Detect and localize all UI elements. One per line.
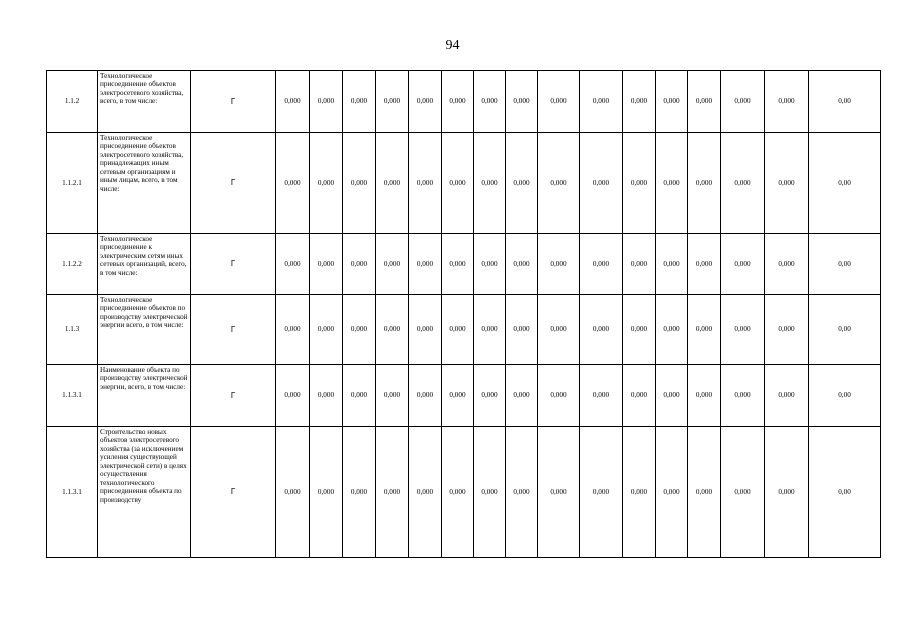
value-cell: 0,000 [376,427,409,558]
value-cell: 0,000 [580,295,623,365]
value-cell: 0,000 [276,71,310,133]
value-cell: 0,000 [276,234,310,295]
value-cell: 0,000 [580,365,623,427]
row-name: Технологическое присоединение к электрическим сетям иных сетевых организаций, всего, в том числе: [98,234,191,295]
row-code: 1.1.3.1 [47,365,98,427]
value-cell: 0,000 [765,365,809,427]
value-cell: 0,00 [809,365,881,427]
value-cell: 0,000 [538,71,580,133]
table-row [47,427,881,558]
value-cell: 0,000 [721,295,765,365]
value-cell: 0,000 [688,133,721,234]
row-code: 1.1.2.2 [47,234,98,295]
value-cell: 0,000 [343,365,376,427]
value-cell: 0,000 [688,427,721,558]
value-cell: 0,000 [688,234,721,295]
value-cell: 0,000 [721,427,765,558]
value-cell: 0,000 [656,295,688,365]
value-cell: 0,000 [442,365,474,427]
value-cell: 0,000 [376,365,409,427]
value-cell: 0,000 [474,365,506,427]
value-cell: 0,000 [474,427,506,558]
value-cell: 0,000 [310,365,343,427]
row-name: Строительство новых объектов электросетевого хозяйства (за исключением усиления существующей электрической сети) в целях осуществления технологического присоединения объекта по производству [98,427,191,558]
value-cell: 0,000 [765,295,809,365]
value-cell: 0,000 [376,71,409,133]
value-cell: 0,000 [376,133,409,234]
value-cell: 0,00 [809,71,881,133]
value-cell: 0,000 [276,295,310,365]
value-cell: 0,000 [442,71,474,133]
value-cell: 0,000 [442,234,474,295]
value-cell: 0,000 [623,234,656,295]
value-cell: 0,000 [343,295,376,365]
page-number: 94 [445,38,460,53]
value-cell: 0,000 [656,365,688,427]
value-cell: 0,000 [409,234,442,295]
value-cell: 0,000 [310,234,343,295]
value-cell: 0,000 [474,295,506,365]
value-cell: 0,000 [276,365,310,427]
value-cell: 0,000 [688,71,721,133]
row-name: Наименование объекта по производству электрической энергии, всего, в том числе: [98,365,191,427]
value-cell: 0,000 [343,133,376,234]
table-row [47,133,881,234]
value-cell: 0,000 [310,133,343,234]
report-table [46,70,881,558]
value-cell: 0,000 [409,133,442,234]
value-cell: 0,000 [442,133,474,234]
value-cell: 0,000 [310,71,343,133]
value-cell: 0,000 [506,427,538,558]
value-cell: 0,000 [656,133,688,234]
value-cell: 0,000 [506,295,538,365]
row-code: 1.1.2 [47,71,98,133]
value-cell: 0,000 [538,427,580,558]
value-cell: 0,000 [409,427,442,558]
value-cell: 0,000 [506,234,538,295]
row-unit: Г [191,71,276,133]
value-cell: 0,000 [310,427,343,558]
value-cell: 0,000 [474,234,506,295]
value-cell: 0,000 [506,365,538,427]
value-cell: 0,000 [343,71,376,133]
row-code: 1.1.3.1 [47,427,98,558]
value-cell: 0,000 [474,71,506,133]
value-cell: 0,000 [623,133,656,234]
value-cell: 0,000 [506,71,538,133]
row-name: Технологическое присоединение объектов электросетевого хозяйства, принадлежащих иным сетевым организациям и иным лицам, всего, в том числе: [98,133,191,234]
value-cell: 0,000 [310,295,343,365]
value-cell: 0,000 [721,71,765,133]
row-unit: Г [191,234,276,295]
row-unit: Г [191,365,276,427]
value-cell: 0,000 [538,295,580,365]
value-cell: 0,00 [809,295,881,365]
value-cell: 0,00 [809,133,881,234]
value-cell: 0,000 [409,295,442,365]
value-cell: 0,00 [809,427,881,558]
row-unit: Г [191,295,276,365]
value-cell: 0,000 [343,427,376,558]
value-cell: 0,000 [765,71,809,133]
value-cell: 0,000 [409,365,442,427]
row-name: Технологическое присоединение объектов по производству электрической энергии всего, в том числе: [98,295,191,365]
value-cell: 0,000 [721,365,765,427]
value-cell: 0,000 [376,295,409,365]
value-cell: 0,000 [623,427,656,558]
value-cell: 0,000 [580,427,623,558]
value-cell: 0,000 [343,234,376,295]
row-code: 1.1.2.1 [47,133,98,234]
row-code: 1.1.3 [47,295,98,365]
table-row [47,295,881,365]
report-table-body [47,71,881,558]
value-cell: 0,000 [721,133,765,234]
value-cell: 0,000 [442,295,474,365]
value-cell: 0,000 [623,295,656,365]
value-cell: 0,000 [623,365,656,427]
value-cell: 0,000 [721,234,765,295]
value-cell: 0,000 [538,234,580,295]
value-cell: 0,000 [656,234,688,295]
value-cell: 0,000 [688,365,721,427]
value-cell: 0,000 [656,427,688,558]
value-cell: 0,000 [442,427,474,558]
value-cell: 0,000 [580,133,623,234]
value-cell: 0,000 [474,133,506,234]
value-cell: 0,000 [538,133,580,234]
value-cell: 0,000 [623,71,656,133]
table-row [47,234,881,295]
table-row [47,365,881,427]
value-cell: 0,000 [276,427,310,558]
value-cell: 0,000 [580,71,623,133]
row-name: Технологическое присоединение объектов электросетевого хозяйства, всего, в том числе: [98,71,191,133]
value-cell: 0,000 [409,71,442,133]
value-cell: 0,000 [276,133,310,234]
value-cell: 0,000 [688,295,721,365]
value-cell: 0,000 [765,234,809,295]
value-cell: 0,000 [538,365,580,427]
value-cell: 0,000 [765,133,809,234]
value-cell: 0,000 [506,133,538,234]
table-row [47,71,881,133]
value-cell: 0,000 [765,427,809,558]
row-unit: Г [191,427,276,558]
value-cell: 0,00 [809,234,881,295]
value-cell: 0,000 [376,234,409,295]
value-cell: 0,000 [580,234,623,295]
row-unit: Г [191,133,276,234]
value-cell: 0,000 [656,71,688,133]
